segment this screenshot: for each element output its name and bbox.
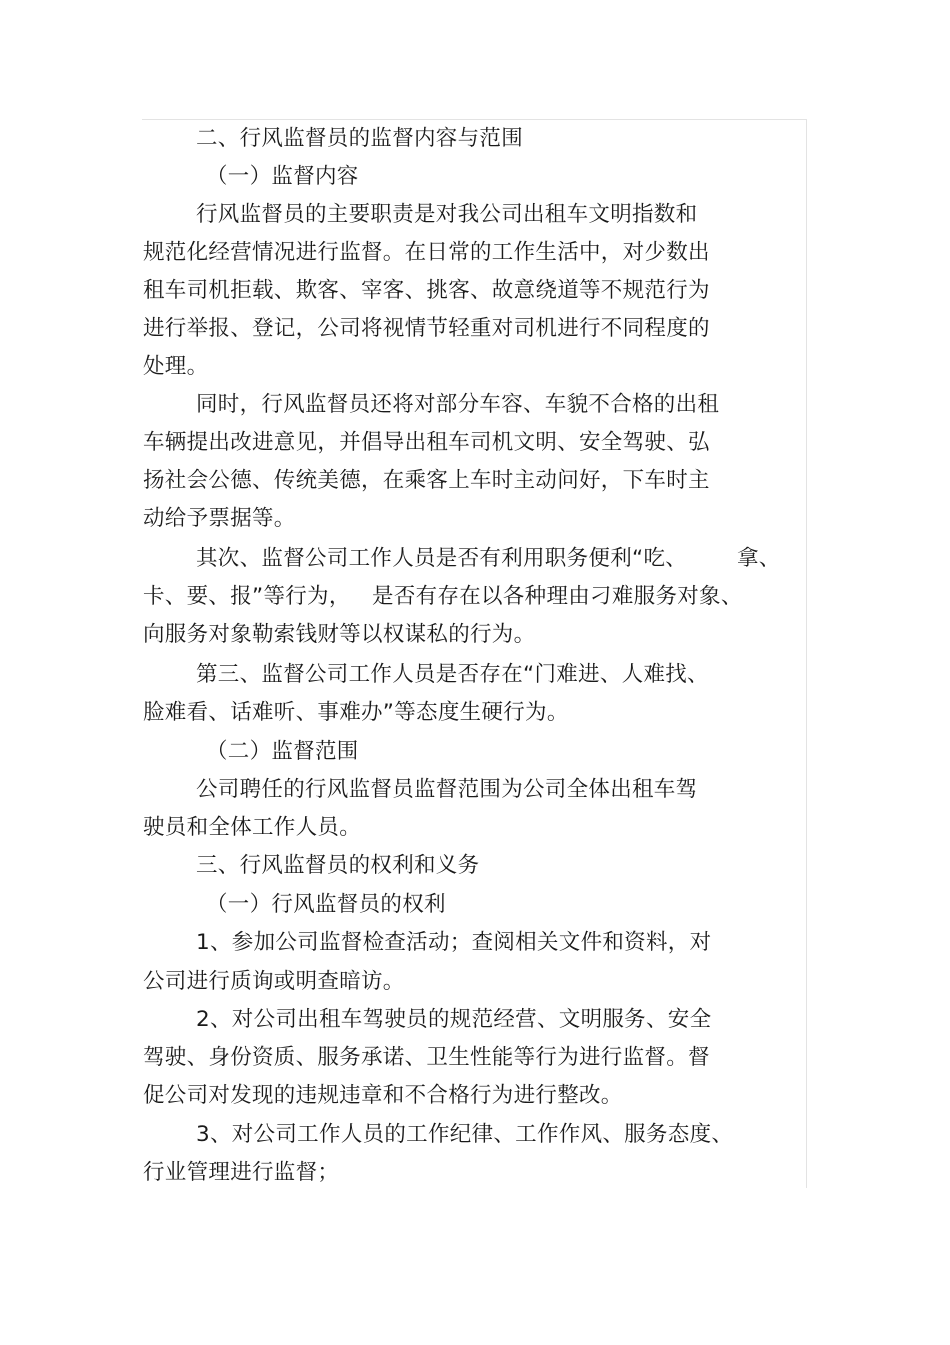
paragraph-line: 卡、要、报”等行为， 是否有存在以各种理由刁难服务对象、 [143, 584, 743, 609]
paragraph-line: 行业管理进行监督； [143, 1160, 340, 1185]
paragraph-line: 进行举报、登记，公司将视情节轻重对司机进行不同程度的 [143, 316, 710, 341]
paragraph-line: 租车司机拒载、欺客、宰客、挑客、故意绕道等不规范行为 [143, 278, 710, 303]
paragraph-line: 3、对公司工作人员的工作纪律、工作作风、服务态度、 [196, 1122, 734, 1147]
subsection-heading-rights: （一）行风监督员的权利 [206, 892, 446, 917]
paragraph-line: 车辆提出改进意见，并倡导出租车司机文明、安全驾驶、弘 [143, 430, 710, 455]
paragraph-line: 2、对公司出租车驾驶员的规范经营、文明服务、安全 [196, 1007, 712, 1032]
paragraph-line: 向服务对象勒索钱财等以权谋私的行为。 [143, 622, 536, 647]
paragraph-line: 1、参加公司监督检查活动；查阅相关文件和资料，对 [196, 930, 712, 955]
paragraph-line: 处理。 [143, 354, 209, 379]
subsection-heading-supervision-scope: （二）监督范围 [206, 739, 359, 764]
paragraph-line: 第三、监督公司工作人员是否存在“门难进、人难找、 [196, 662, 709, 687]
paragraph-line: 脸难看、话难听、事难办”等态度生硬行为。 [143, 700, 569, 725]
paragraph-line: 行风监督员的主要职责是对我公司出租车文明指数和 [196, 202, 698, 227]
paragraph-line: 驶员和全体工作人员。 [143, 815, 362, 840]
section-heading-3: 三、行风监督员的权利和义务 [196, 853, 480, 878]
paragraph-line: 其次、监督公司工作人员是否有利用职务便利“吃、 拿、 [196, 546, 781, 571]
section-heading-2: 二、行风监督员的监督内容与范围 [196, 126, 524, 151]
paragraph-line: 促公司对发现的违规违章和不合格行为进行整改。 [143, 1083, 623, 1108]
paragraph-line: 扬社会公德、传统美德，在乘客上车时主动问好，下车时主 [143, 468, 710, 493]
subsection-heading-supervision-content: （一）监督内容 [206, 164, 359, 189]
paragraph-line: 规范化经营情况进行监督。在日常的工作生活中，对少数出 [143, 240, 710, 265]
paragraph-line: 动给予票据等。 [143, 506, 296, 531]
paragraph-line: 公司聘任的行风监督员监督范围为公司全体出租车驾 [196, 777, 698, 802]
paragraph-line: 同时，行风监督员还将对部分车容、车貌不合格的出租 [196, 392, 720, 417]
paragraph-line: 驾驶、身份资质、服务承诺、卫生性能等行为进行监督。督 [143, 1045, 710, 1070]
paragraph-line: 公司进行质询或明查暗访。 [143, 969, 405, 994]
